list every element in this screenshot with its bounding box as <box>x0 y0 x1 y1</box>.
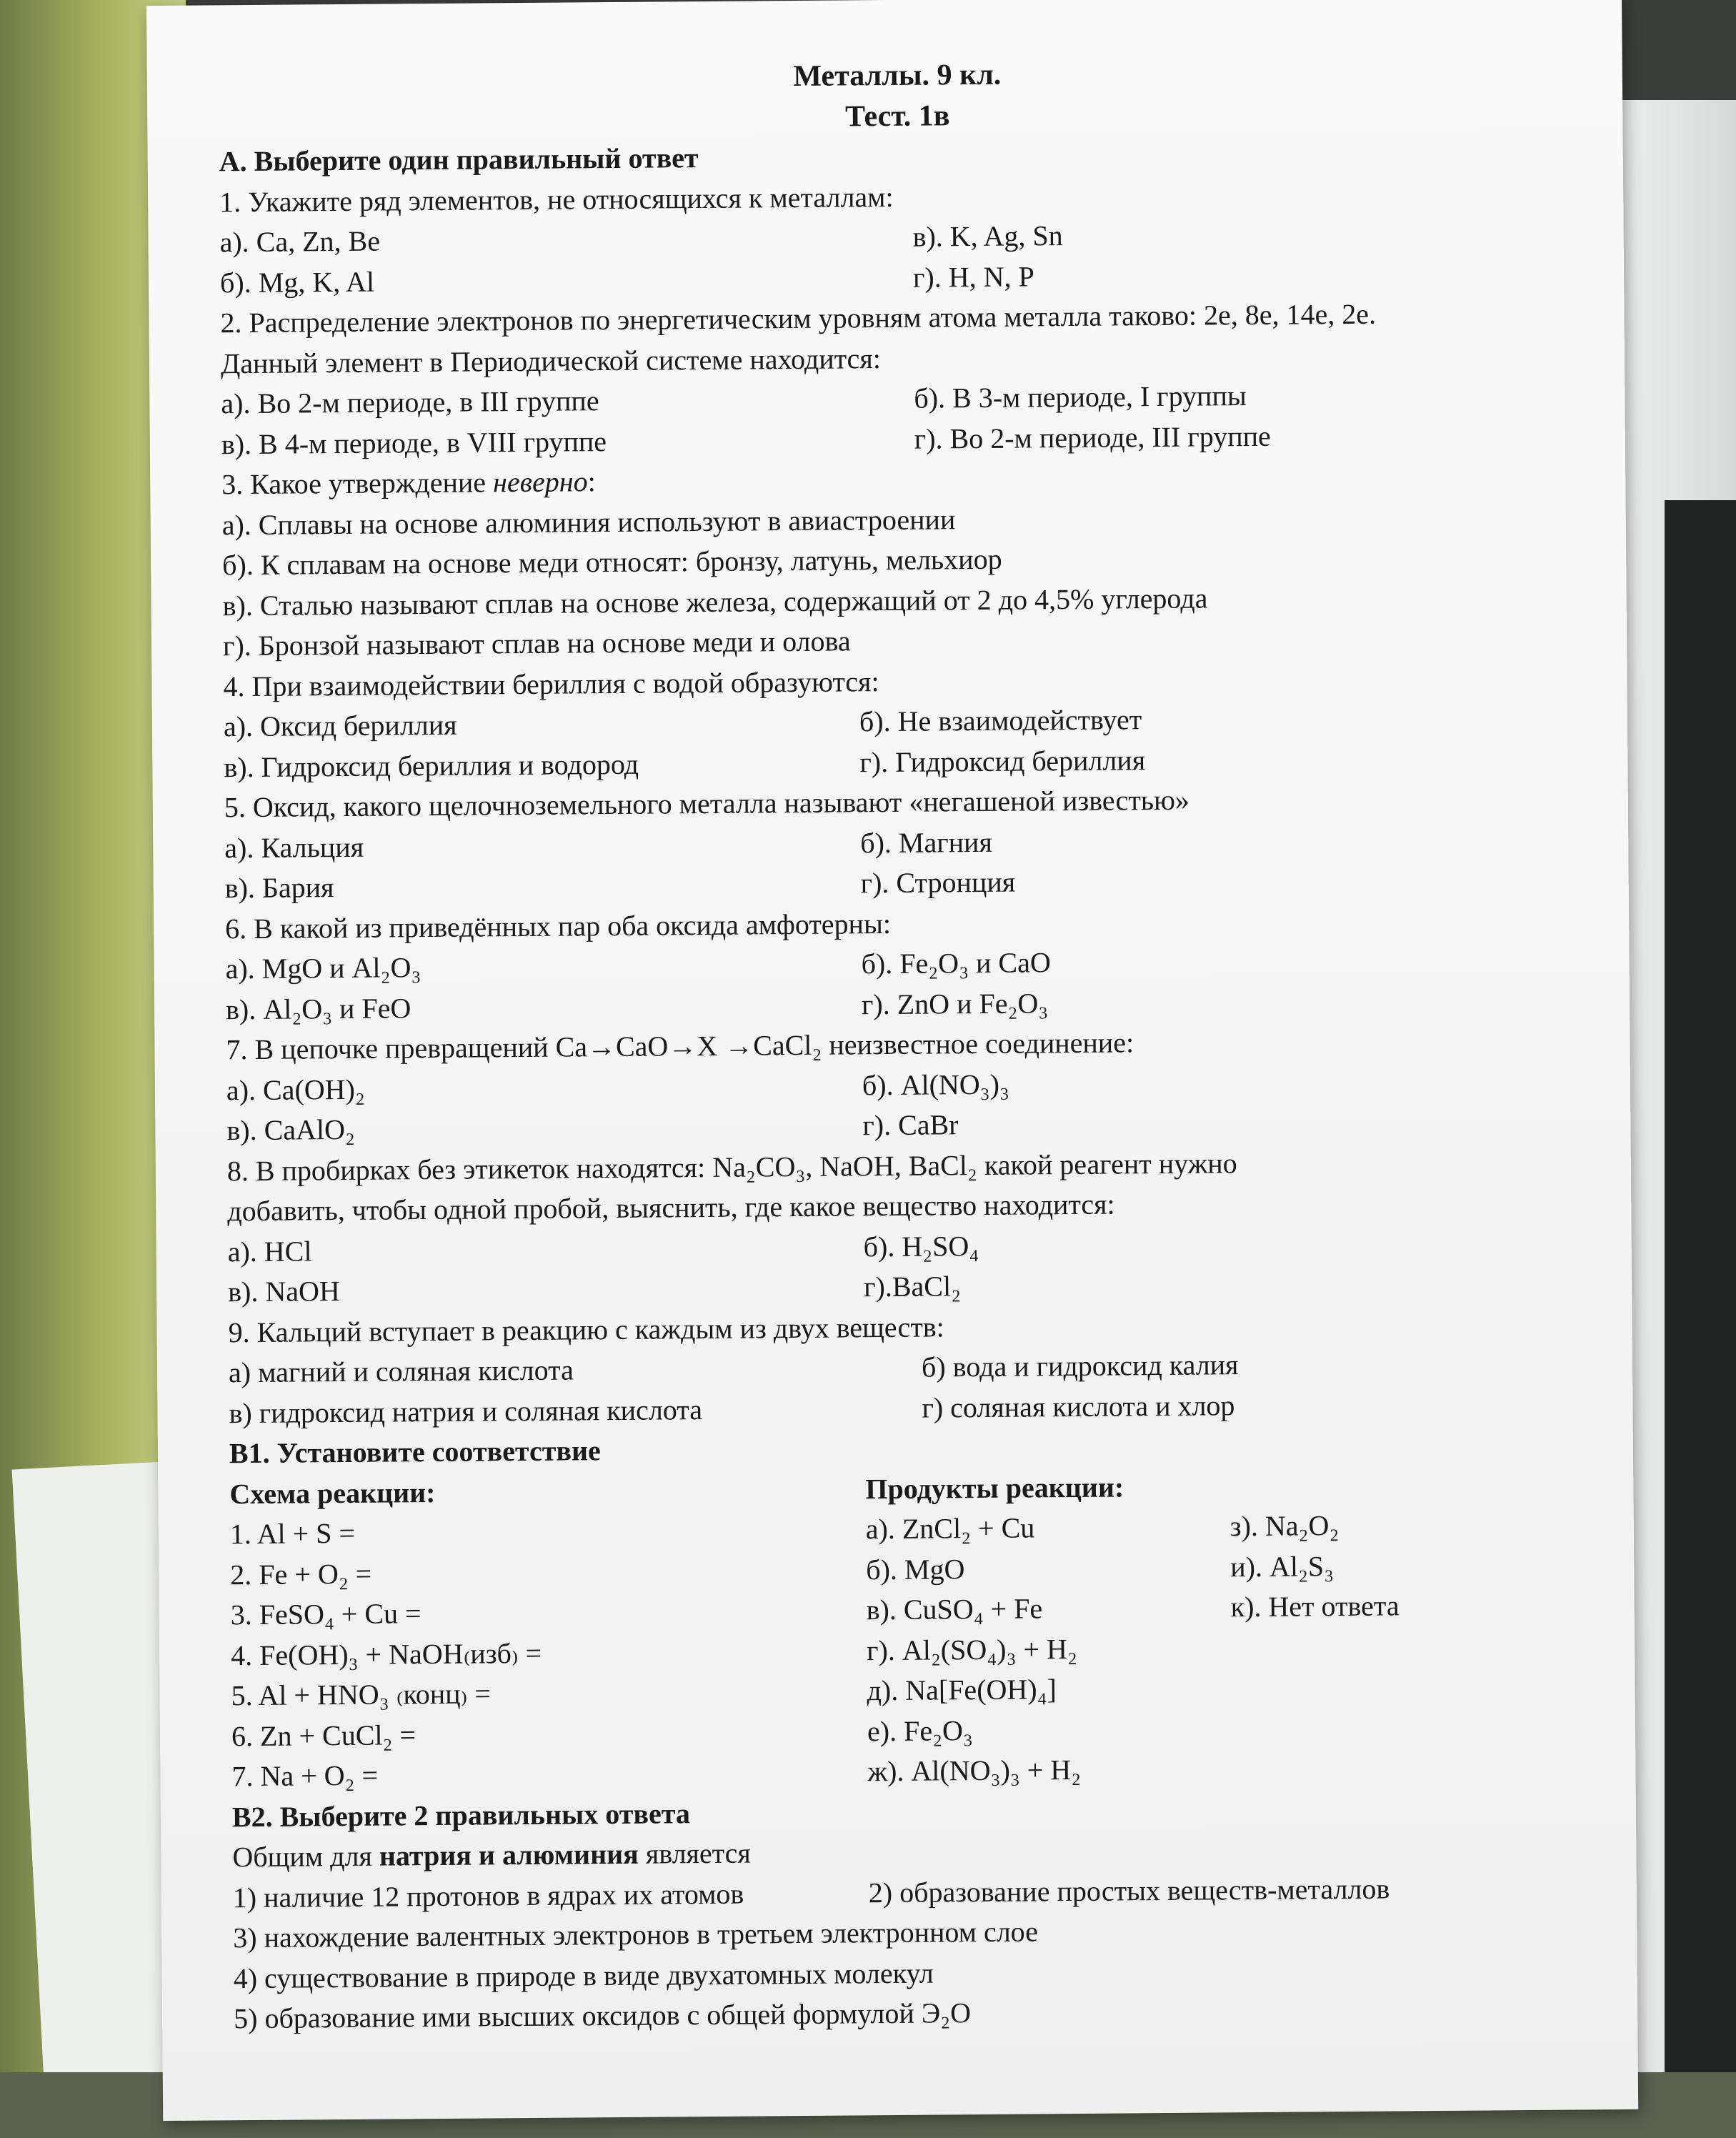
answer-option: г). Бронзой называют сплав на основе меди и олова <box>222 625 851 662</box>
answer-option: б). Не взаимодействует <box>859 703 1142 738</box>
question-3-text: 3. Какое утверждение <box>221 466 494 501</box>
question-6: 6. В какой из приведённых пар оба оксида амфотерны: <box>224 907 892 945</box>
reaction-product: ж). Al(NO₃)₃ + H₂ <box>867 1753 1082 1788</box>
answer-option: а). MgO и Al₂O₃ <box>225 951 421 985</box>
b2-option: 5) образование ими высших оксидов с общей формулой Э₂O <box>233 1997 972 2035</box>
answer-option: в). Al₂O₃ и FeO <box>225 991 411 1025</box>
section-a-heading: А. Выберите один правильный ответ <box>219 141 699 178</box>
question-7: 7. В цепочке превращений Ca→CaO→X →CaCl₂ неизвестное соединение: <box>226 1026 1134 1066</box>
reaction-product: к). Нет ответа <box>1230 1589 1400 1624</box>
reaction-product: д). Na[Fe(OH)₄] <box>867 1673 1057 1707</box>
question-8: 8. В пробирках без этикеток находятся: Na₂CO₃, NaOH, BaCl₂ какой реагент нужно <box>226 1146 1237 1187</box>
b2-option: 2) образование простых веществ-металлов <box>868 1872 1390 1909</box>
question-8-continued: добавить, чтобы одной пробой, выяснить, где какое вещество находится: <box>227 1188 1115 1228</box>
answer-option: а). Ca, Zn, Be <box>219 224 381 259</box>
reaction-product: в). CuSO₄ + Fe <box>866 1592 1043 1626</box>
answer-option: а). HCl <box>227 1234 312 1268</box>
answer-option: в) гидроксид натрия и соляная кислота <box>229 1393 703 1429</box>
answer-option: г). Во 2-м периоде, III группе <box>914 419 1271 455</box>
page-title: Металлы. 9 кл. <box>793 58 1002 94</box>
answer-option: г). Гидроксид бериллия <box>859 743 1146 778</box>
test-content <box>219 50 1592 2039</box>
b2-option: 1) наличие 12 протонов в ядрах их атомов <box>232 1877 744 1914</box>
answer-option: а). Оксид бериллия <box>223 708 457 743</box>
background-dark-object <box>1665 500 1736 2138</box>
reaction-product: е). Fe₂O₃ <box>867 1714 974 1747</box>
answer-option: в). Бария <box>224 871 334 905</box>
answer-option: а). Во 2-м периоде, в III группе <box>221 384 599 420</box>
answer-option: б). К сплавам на основе меди относят: бронзу, латунь, мельхиор <box>222 542 1002 582</box>
question-3-colon: : <box>587 465 596 498</box>
b2-prompt-start: Общим для <box>232 1839 380 1874</box>
answer-option: а) магний и соляная кислота <box>228 1353 574 1389</box>
answer-option: в). В 4-м периоде, в VIII группе <box>221 424 607 460</box>
reaction-product: г). Al₂(SO₄)₃ + H₂ <box>866 1632 1078 1666</box>
reaction-product: б). MgO <box>866 1552 965 1586</box>
reaction-scheme: 6. Zn + CuCl₂ = <box>231 1718 416 1752</box>
answer-option: в). CaAlO₂ <box>226 1113 356 1147</box>
answer-option: г). CaBr <box>862 1108 959 1142</box>
question-9: 9. Кальций вступает в реакцию с каждым из двух веществ: <box>228 1310 944 1348</box>
b1-left-header: Схема реакции: <box>229 1476 436 1510</box>
answer-option: г). Стронция <box>860 865 1016 900</box>
question-4: 4. При взаимодействии бериллия с водой образуются: <box>223 665 879 702</box>
question-2-continued: Данный элемент в Периодической системе находится: <box>220 342 882 379</box>
b2-prompt-bold: натрия и алюминия <box>379 1837 639 1872</box>
answer-option: в). Сталью называют сплав на основе железа, содержащий от 2 до 4,5% углерода <box>222 581 1208 622</box>
reaction-scheme: 5. Al + HNO₃ ₍конц₎ = <box>231 1677 492 1712</box>
answer-option: в). K, Ag, Sn <box>912 219 1063 253</box>
answer-option: г). ZnO и Fe₂O₃ <box>861 986 1049 1020</box>
b1-right-header: Продукты реакции: <box>865 1470 1124 1505</box>
reaction-product: и). Al₂S₃ <box>1230 1549 1335 1583</box>
answer-option: б). H₂SO₄ <box>863 1229 979 1263</box>
question-1: 1. Укажите ряд элементов, не относящихся к металлам: <box>219 180 894 218</box>
b2-option: 4) существование в природе в виде двухатомных молекул <box>233 1956 934 1994</box>
answer-option: б). Fe₂O₃ и CaO <box>861 946 1051 980</box>
b2-option: 3) нахождение валентных электронов в третьем электронном слое <box>233 1915 1039 1954</box>
question-3-emphasis: неверно <box>492 465 588 499</box>
reaction-scheme: 4. Fe(OH)₃ + NaOH₍изб₎ = <box>230 1636 542 1671</box>
answer-option: б). Mg, K, Al <box>219 265 375 299</box>
answer-option: г) соляная кислота и хлор <box>922 1388 1235 1424</box>
reaction-scheme: 1. Al + S = <box>229 1516 356 1551</box>
question-2: 2. Распределение электронов по энергетическим уровням атома металла таково: 2е, 8е, 14е, 2е. <box>220 297 1377 339</box>
answer-option: б). В 3-м периоде, I группы <box>914 379 1247 414</box>
answer-option: б). Al(NO₃)₃ <box>862 1068 1010 1101</box>
answer-option: а). Ca(OH)₂ <box>226 1073 365 1106</box>
answer-option: г). H, N, P <box>912 259 1034 294</box>
answer-option: а). Кальция <box>224 830 364 864</box>
reaction-scheme: 2. Fe + O₂ = <box>230 1557 372 1591</box>
answer-option: б). Магния <box>860 825 993 859</box>
test-sheet <box>146 0 1638 2121</box>
reaction-product: з). Na₂O₂ <box>1229 1509 1340 1543</box>
reaction-product: а). ZnCl₂ + Cu <box>865 1511 1035 1546</box>
question-5: 5. Оксид, какого щелочноземельного металла называют «негашеной известью» <box>224 783 1190 824</box>
answer-option: г).BaCl₂ <box>863 1270 962 1303</box>
answer-option: б) вода и гидроксид калия <box>921 1348 1239 1383</box>
reaction-scheme: 7. Na + O₂ = <box>231 1759 379 1793</box>
answer-option: в). Гидроксид бериллия и водород <box>224 747 639 783</box>
answer-option: в). NaOH <box>227 1275 340 1308</box>
answer-option: а). Сплавы на основе алюминия используют в авиастроении <box>221 502 956 541</box>
b2-prompt-end: является <box>638 1836 752 1870</box>
section-b1-heading: В1. Установите соответствие <box>229 1434 601 1470</box>
page-subtitle: Тест. 1в <box>844 99 950 133</box>
reaction-scheme: 3. FeSO₄ + Cu = <box>230 1597 421 1631</box>
section-b2-heading: В2. Выберите 2 правильных ответа <box>231 1796 691 1833</box>
